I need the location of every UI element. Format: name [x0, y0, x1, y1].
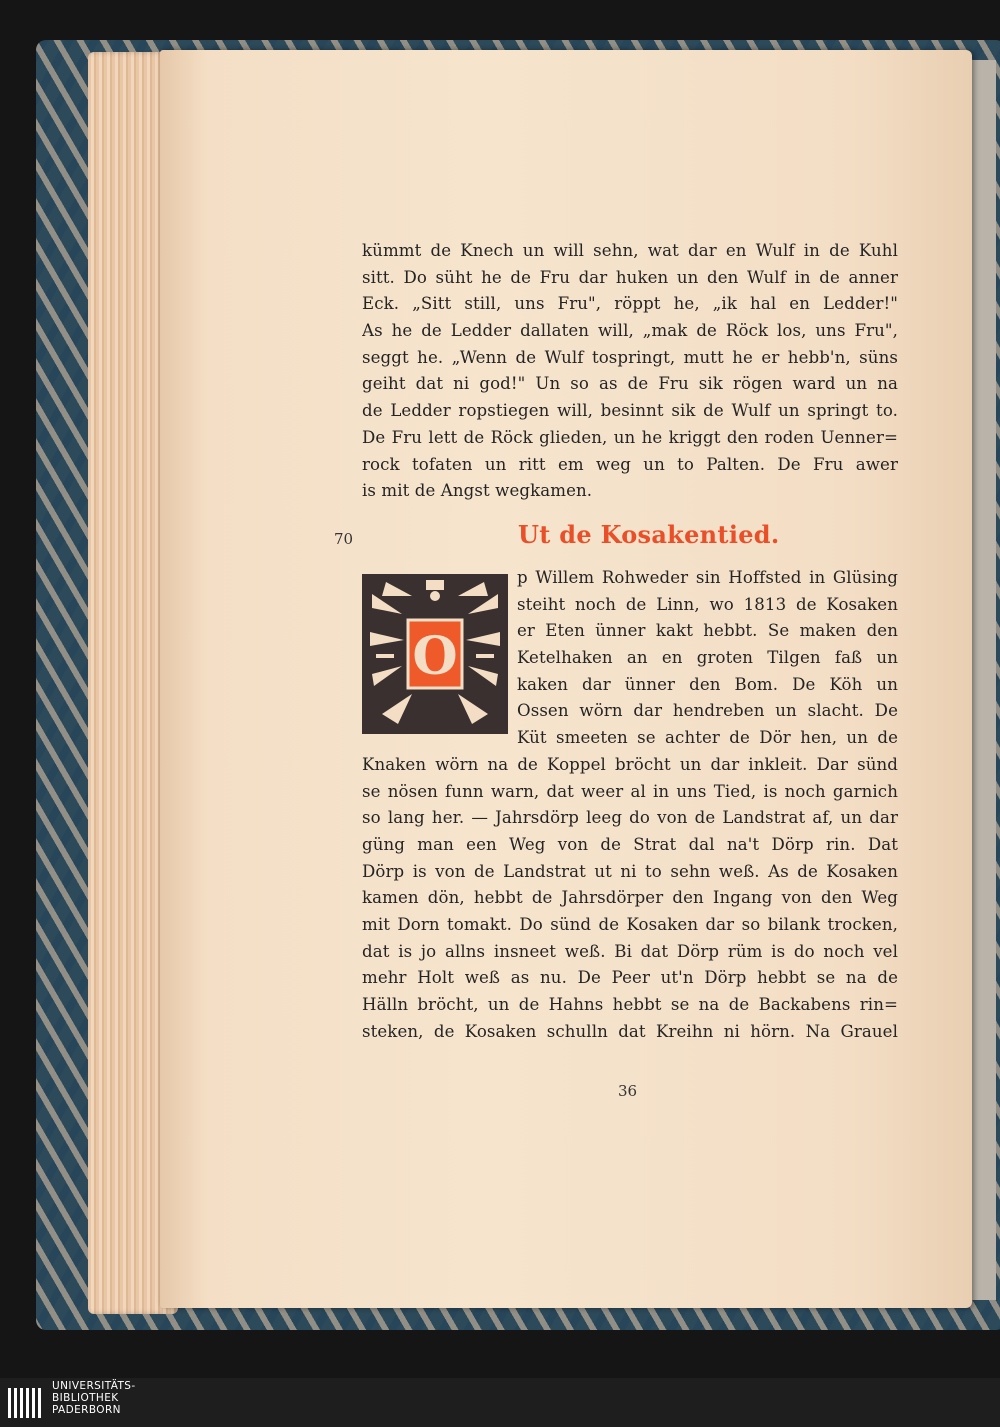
text-line: As he de Ledder dallaten will, „mak de Röck los, uns Fru", [362, 321, 898, 341]
section-heading: Ut de Kosakentied. [518, 520, 780, 549]
text-line: se nösen funn warn, dat weer al in uns Tied, is noch garnich [362, 781, 898, 801]
text-line: geiht dat ni god!" Un so as de Fru sik rögen ward un na [362, 374, 898, 394]
text-line: seggt he. „Wenn de Wulf tospringt, mutt he er hebb'n, süns [362, 347, 898, 367]
top-paragraph [362, 238, 898, 505]
text-line: Eck. „Sitt still, uns Fru", röppt he, „ik hal en Ledder!" [362, 294, 898, 314]
text-line: is mit de Angst wegkamen. [362, 481, 593, 501]
library-name-line: UNIVERSITÄTS- [52, 1380, 136, 1392]
text-line: kaken dar ünner den Bom. De Köh un [517, 674, 898, 694]
text-line: Ossen wörn dar hendreben un slacht. De [517, 701, 898, 721]
library-name-line: BIBLIOTHEK [52, 1392, 119, 1404]
text-line: Küt smeeten se achter de Dör hen, un de [517, 728, 898, 748]
library-name [52, 1380, 136, 1416]
text-line: güng man een Weg von de Strat dal na't Dörp rin. Dat [362, 834, 898, 854]
text-line: dat is jo allns insneet weß. Bi dat Dörp rüm is do noch vel [362, 941, 898, 961]
body-paragraph [362, 565, 898, 1045]
library-logo-icon [6, 1384, 46, 1422]
text-line: steken, de Kosaken schulln dat Kreihn ni hörn. Na Grauel [362, 1021, 898, 1041]
library-name-line: PADERBORN [52, 1404, 121, 1416]
text-line: de Ledder ropstiegen will, besinnt sik de Wulf un springt to. [362, 401, 898, 421]
text-line: Knaken wörn na de Koppel bröcht un dar inkleit. Dar sünd [362, 754, 898, 774]
text-line: p Willem Rohweder sin Hoffsted in Glüsing [517, 568, 898, 587]
margin-number: 70 [334, 530, 354, 548]
initial-letter: O [412, 626, 458, 687]
text-line: kümmt de Knech un will sehn, wat dar en Wulf in de Kuhl [362, 241, 898, 260]
text-line: rock tofaten un ritt em weg un to Palten. De Fru awer [362, 454, 898, 474]
text-line: kamen dön, hebbt de Jahrsdörper den Ingang von den Weg [362, 888, 898, 908]
text-line: mit Dorn tomakt. Do sünd de Kosaken dar so bilank trocken, [362, 914, 898, 934]
text-line: mehr Holt weß as nu. De Peer ut'n Dörp hebbt se na de [362, 968, 898, 988]
text-line: Ketelhaken an en groten Tilgen faß un [517, 648, 898, 668]
library-footer [0, 1378, 1000, 1427]
text-line: er Eten ünner kakt hebbt. Se maken den [517, 621, 898, 641]
text-line: sitt. Do süht he de Fru dar huken un den Wulf in de anner [362, 267, 898, 287]
text-line: Hälln bröcht, un de Hahns hebbt se na de Backabens rin= [362, 995, 898, 1014]
text-line: so lang her. — Jahrsdörp leeg do von de Landstrat af, un dar [362, 808, 898, 828]
page-number: 36 [618, 1082, 638, 1100]
text-line: De Fru lett de Röck glieden, un he kriggt den roden Uenner= [362, 427, 898, 447]
text-line: steiht noch de Linn, wo 1813 de Kosaken [517, 594, 898, 614]
text-line: Dörp is von de Landstrat ut ni to sehn weß. As de Kosaken [362, 861, 898, 881]
